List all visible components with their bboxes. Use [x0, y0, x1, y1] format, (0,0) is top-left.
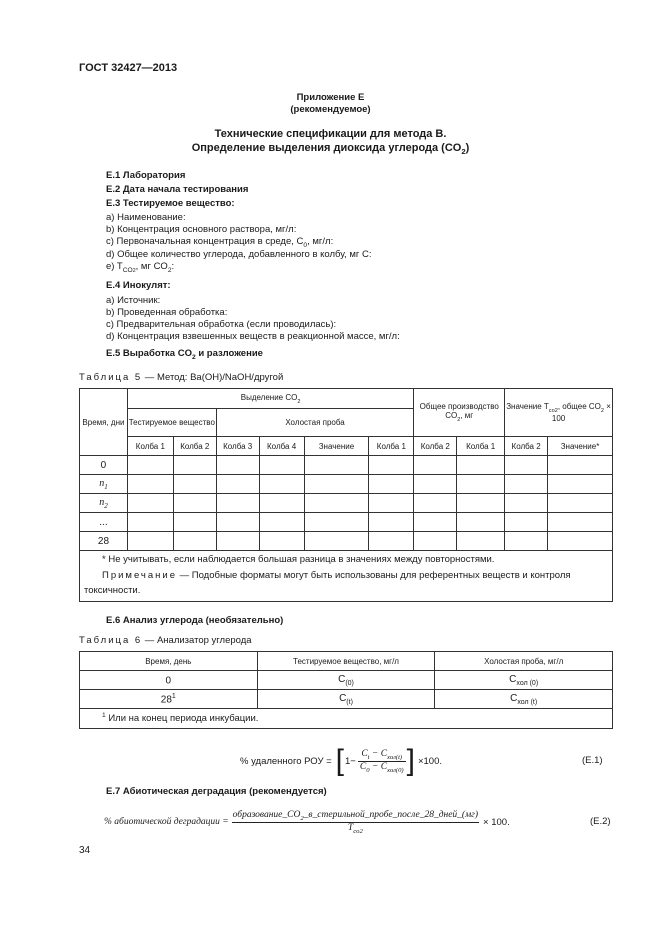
table-row	[80, 494, 613, 513]
e4-item-c: c) Предварительная обработка (если проводилась):	[106, 319, 337, 330]
e4-item-a: a) Источник:	[106, 295, 161, 306]
equation-e2-number: (Е.2)	[590, 816, 611, 827]
e3-item-c: c) Первоначальная концентрация в среде, $C_0$, мг/л:	[106, 236, 334, 249]
document-header: ГОСТ 32427—2013	[79, 62, 178, 74]
subheader: Колба 2	[173, 437, 216, 456]
table-row	[80, 475, 613, 494]
table5-notes	[80, 551, 613, 602]
row-label: 0	[80, 456, 128, 475]
table-row	[80, 690, 613, 709]
title-line1: Технические спецификации для метода В.	[214, 128, 447, 140]
row-label: $n_2$	[80, 494, 128, 513]
table-5	[79, 388, 613, 602]
header-blank: Холостая проба, мг/л	[435, 652, 613, 671]
subheader: Колба 1	[127, 437, 173, 456]
header-time: Время, день	[80, 652, 258, 671]
tested-substance-header: Тестируемое вещество	[127, 409, 216, 437]
section-e2: Е.2 Дата начала тестирования	[106, 184, 249, 195]
subheader: Колба 4	[259, 437, 304, 456]
cell-time: $28^1$	[80, 690, 258, 709]
table5-note: Примечание — Подобные форматы могут быть использованы для референтных веществ и контроля токсичности.	[84, 570, 571, 596]
eq2-lhs: % абиотической деградации =	[104, 817, 229, 827]
cell-tested: $C_{(t)}$	[257, 690, 435, 709]
e3-item-a: a) Наименование:	[106, 212, 186, 223]
e3-item-e: e) $T_{CO2}$, мг $CO_2$:	[106, 261, 175, 274]
cell-tested: $C_{(0)}$	[257, 671, 435, 690]
appendix-status: (рекомендуемое)	[290, 104, 371, 115]
table-6	[79, 651, 613, 729]
equation-e2: % абиотической деградации = $\frac{образование\_CO_2\_в\_стерильной\_пробе\_после\_28\_дней\_(мг)}{T_{co2}}$ × 100.	[104, 809, 510, 835]
header-tested: Тестируемое вещество, мг/л	[257, 652, 435, 671]
section-e4: Е.4 Инокулят:	[106, 280, 171, 291]
subheader: Колба 1	[369, 437, 414, 456]
subheader: Значение	[304, 437, 369, 456]
total-production-header: Общее производство $CO_2$, мг	[414, 389, 505, 437]
value-header: Значение $T_{co2}$, общее $CO_2 \times 100$	[505, 389, 613, 437]
section-e3: Е.3 Тестируемое вещество:	[106, 198, 235, 209]
table6-caption: Таблица 6 — Анализатор углерода	[79, 635, 252, 646]
section-e1: Е.1 Лаборатория	[106, 170, 186, 181]
e4-item-d: d) Концентрация взвешенных веществ в реакционной массе, мг/л:	[106, 331, 400, 342]
eq1-lhs: % удаленного РОУ =	[240, 755, 332, 767]
col-time-header: Время, дни	[80, 389, 128, 456]
subheader: Колба 1	[457, 437, 505, 456]
table-row	[80, 671, 613, 690]
subheader: Значение*	[548, 437, 613, 456]
section-e6: Е.6 Анализ углерода (необязательно)	[106, 615, 284, 626]
row-label: 28	[80, 532, 128, 551]
table6-footnote: $^1$ Или на конец периода инкубации.	[80, 709, 613, 729]
subheader: Колба 2	[505, 437, 548, 456]
row-label: $n_1$	[80, 475, 128, 494]
blank-sample-header: Холостая проба	[216, 409, 414, 437]
e3-item-b: b) Концентрация основного раствора, мг/л:	[106, 224, 297, 235]
table5-footnote: * Не учитывать, если наблюдается большая разница в значениях между повторностями.	[102, 554, 495, 565]
title-line2: Определение выделения диоксида углерода $(CO_2)$	[191, 142, 470, 156]
e4-item-b: b) Проведенная обработка:	[106, 307, 228, 318]
section-e7: Е.7 Абиотическая деградация (рекомендуется)	[106, 786, 327, 797]
equation-e1: % удаленного РОУ = [ 1− $\frac{C_t - C_{хол(t)}}{C_0 - C_{хол(0)}}$ ] ×100.	[240, 744, 442, 777]
row-label: ...	[80, 513, 128, 532]
table-row	[80, 513, 613, 532]
page-number: 34	[79, 845, 91, 856]
subheader: Колба 3	[216, 437, 259, 456]
co2-release-header: Выделение $CO_2$	[127, 389, 413, 409]
table5-caption: Таблица 5 — Метод: Ва(ОН)/NaOH/другой	[79, 372, 284, 383]
subheader: Колба 2	[414, 437, 457, 456]
cell-time: 0	[80, 671, 258, 690]
appendix-title: Приложение Е	[296, 92, 365, 103]
cell-blank: $C_{хол (t)}$	[435, 690, 613, 709]
cell-blank: $C_{хол (0)}$	[435, 671, 613, 690]
section-e5: Е.5 Выработка $CO_2$ и разложение	[106, 348, 263, 361]
equation-e1-number: (Е.1)	[582, 755, 603, 766]
table-row	[80, 532, 613, 551]
e3-item-d: d) Общее количество углерода, добавленного в колбу, мг С:	[106, 249, 372, 260]
table-row	[80, 456, 613, 475]
